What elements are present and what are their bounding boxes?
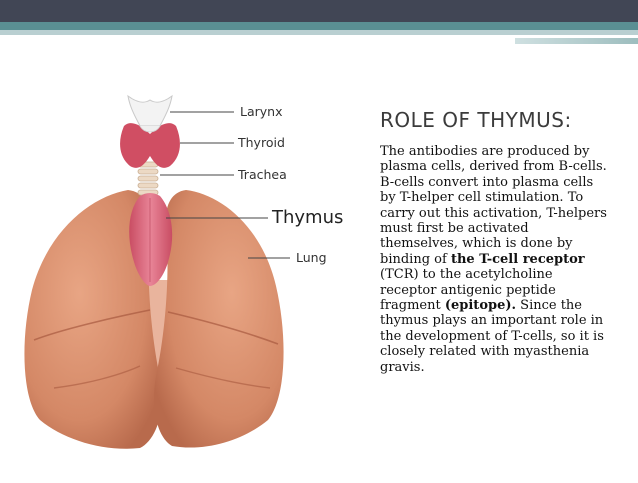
body-text-part-1: The antibodies are produced by plasma cells, derived from B-cells. B-cells convert into plasma cells by T-helper cell stimulation. To carry out this activation, T-helpers must first be activated themselves, which is done by binding of [380, 144, 607, 267]
top-bar [0, 0, 638, 22]
slide-body-text [380, 144, 610, 375]
label-trachea: Trachea [238, 167, 287, 182]
thymus-anatomy-diagram [0, 80, 370, 479]
larynx [128, 96, 172, 126]
accent-stripe [0, 22, 638, 30]
body-text-bold-epitope: (epitope). [444, 298, 517, 314]
trachea [138, 162, 158, 195]
accent-stripe-light [0, 30, 638, 35]
body-text-bold-tcr: the T-cell receptor [450, 251, 585, 267]
label-thyroid: Thyroid [238, 135, 285, 150]
right-lung [154, 190, 284, 448]
body-text-part-2: (TCR) to the acetylcholine receptor antigenic peptide fragment [380, 267, 556, 314]
label-lung: Lung [296, 250, 327, 265]
body-text-part-3: Since the thymus plays an important role in the development of T-cells, so it is closely related with myasthenia gravis. [380, 298, 604, 375]
slide-title: ROLE OF THYMUS: [380, 108, 572, 132]
accent-tab [515, 38, 638, 44]
anatomy-illustration [0, 80, 370, 479]
label-thymus: Thymus [272, 207, 344, 228]
label-larynx: Larynx [240, 104, 283, 119]
